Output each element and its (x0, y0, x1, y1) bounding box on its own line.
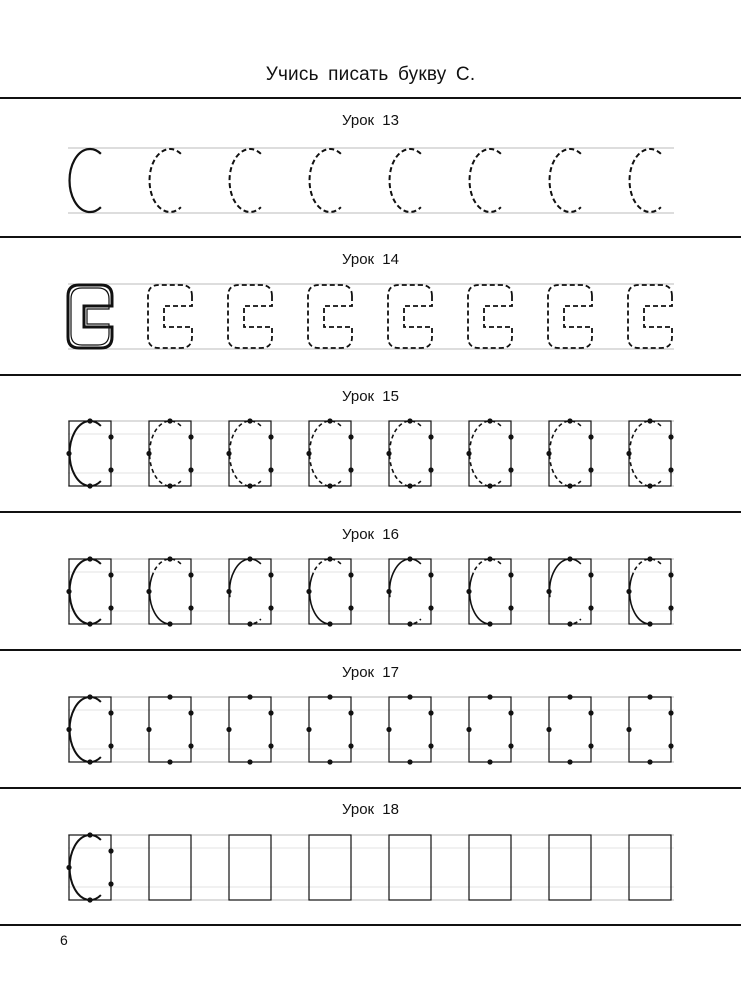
guide-dot (428, 572, 433, 577)
letter-box (149, 697, 191, 762)
lesson-14-label: Урок 14 (342, 251, 399, 268)
guide-dot (66, 865, 71, 870)
guide-dot (327, 759, 332, 764)
letter-stroke (550, 149, 581, 212)
guide-dot (487, 556, 492, 561)
guide-dot (327, 483, 332, 488)
lesson-16-label: Урок 16 (342, 526, 399, 543)
guide-dot (108, 743, 113, 748)
guide-dot (567, 621, 572, 626)
sample-letter (70, 149, 101, 212)
guide-dot (487, 694, 492, 699)
guide-dot (167, 759, 172, 764)
letter-stroke (230, 559, 261, 624)
guide-dot (66, 589, 71, 594)
lesson-15-label: Урок 15 (342, 388, 399, 405)
guide-dot (668, 434, 673, 439)
sample-letter (66, 694, 113, 764)
letter-stroke (390, 559, 421, 624)
guide-dot (647, 694, 652, 699)
guide-dot (407, 694, 412, 699)
guide-dot (588, 572, 593, 577)
practice-cell (546, 418, 593, 488)
guide-dot (108, 881, 113, 886)
sample-letter (68, 285, 112, 348)
guide-dot (407, 418, 412, 423)
practice-cell (150, 149, 181, 212)
practice-cell (146, 556, 193, 626)
guide-dot (87, 832, 92, 837)
practice-cell (466, 556, 513, 626)
practice-cell (226, 694, 273, 764)
guide-dot (108, 710, 113, 715)
letter-outline (468, 285, 512, 348)
letter-stroke (310, 559, 341, 624)
guide-dot (108, 434, 113, 439)
guide-dot (327, 621, 332, 626)
letter-stroke (70, 559, 101, 624)
practice-cell (149, 835, 191, 900)
practice-cell (310, 149, 341, 212)
letter-stroke (150, 421, 181, 486)
letter-box (309, 835, 351, 900)
guide-dot (487, 483, 492, 488)
letter-box (309, 697, 351, 762)
practice-cell (146, 418, 193, 488)
guide-dot (428, 467, 433, 472)
guide-dot (188, 710, 193, 715)
practice-cell (629, 835, 671, 900)
guide-dot (87, 556, 92, 561)
letter-box (629, 697, 671, 762)
letter-stroke (230, 421, 261, 486)
guide-dot (327, 694, 332, 699)
guide-dot (146, 451, 151, 456)
guide-dot (247, 556, 252, 561)
guide-dot (508, 467, 513, 472)
guide-dot (508, 434, 513, 439)
guide-dot (626, 727, 631, 732)
practice-cell (389, 835, 431, 900)
practice-cell (306, 418, 353, 488)
guide-dot (487, 418, 492, 423)
guide-dot (188, 467, 193, 472)
letter-outline (308, 285, 352, 348)
practice-cell (626, 694, 673, 764)
guide-dot (247, 483, 252, 488)
guide-dot (268, 743, 273, 748)
letter-stroke (390, 421, 421, 486)
page-number: 6 (60, 932, 68, 948)
guide-dot (348, 710, 353, 715)
guide-dot (567, 694, 572, 699)
guide-dot (268, 467, 273, 472)
guide-dot (567, 759, 572, 764)
letter-stroke (470, 421, 501, 486)
guide-dot (167, 418, 172, 423)
guide-dot (647, 483, 652, 488)
lesson-row (66, 694, 674, 764)
guide-dot (466, 589, 471, 594)
practice-cell (390, 149, 421, 212)
letter-box (389, 697, 431, 762)
guide-dot (167, 694, 172, 699)
guide-dot (386, 727, 391, 732)
guide-dot (66, 727, 71, 732)
guide-dot (508, 572, 513, 577)
guide-dot (466, 451, 471, 456)
letter-outline (548, 285, 592, 348)
practice-cell (466, 694, 513, 764)
practice-cell (626, 556, 673, 626)
guide-dot (428, 743, 433, 748)
practice-cell (308, 285, 352, 348)
practice-cell (226, 418, 273, 488)
guide-dot (546, 727, 551, 732)
guide-dot (327, 556, 332, 561)
practice-cell (466, 418, 513, 488)
lesson-row (66, 418, 674, 488)
guide-dot (226, 451, 231, 456)
practice-cell (306, 556, 353, 626)
letter-outline (388, 285, 432, 348)
letter-box (229, 697, 271, 762)
guide-dot (167, 621, 172, 626)
guide-dot (146, 589, 151, 594)
lesson-row (66, 556, 674, 626)
guide-dot (588, 605, 593, 610)
guide-dot (508, 743, 513, 748)
letter-box (149, 835, 191, 900)
letter-stroke (150, 149, 181, 212)
guide-dot (487, 621, 492, 626)
guide-dot (588, 434, 593, 439)
guide-dot (428, 710, 433, 715)
practice-cell (228, 285, 272, 348)
practice-cell (386, 556, 433, 626)
guide-dot (268, 572, 273, 577)
guide-dot (167, 483, 172, 488)
letter-outline (68, 285, 112, 348)
guide-dot (226, 589, 231, 594)
letter-stroke (550, 559, 581, 624)
guide-dot (247, 694, 252, 699)
guide-dot (348, 743, 353, 748)
guide-dot (466, 727, 471, 732)
letter-stroke (630, 149, 661, 212)
practice-cell (148, 285, 192, 348)
guide-dot (668, 572, 673, 577)
practice-cell (630, 149, 661, 212)
practice-cell (550, 149, 581, 212)
guide-dot (167, 556, 172, 561)
practice-cell (626, 418, 673, 488)
guide-dot (428, 605, 433, 610)
lesson-row (68, 148, 674, 213)
letter-box (389, 835, 431, 900)
guide-dot (546, 451, 551, 456)
practice-cell (548, 285, 592, 348)
guide-dot (407, 556, 412, 561)
letter-stroke (310, 149, 341, 212)
lesson-row (66, 832, 674, 902)
guide-dot (87, 418, 92, 423)
letter-stroke (630, 421, 661, 486)
guide-dot (588, 710, 593, 715)
letter-outline (628, 285, 672, 348)
guide-dot (87, 897, 92, 902)
guide-dot (647, 556, 652, 561)
guide-dot (188, 434, 193, 439)
letter-box (629, 835, 671, 900)
letter-outline (148, 285, 192, 348)
guide-dot (668, 605, 673, 610)
sample-letter (66, 556, 113, 626)
lesson-18-label: Урок 18 (342, 801, 399, 818)
practice-cell (470, 149, 501, 212)
guide-dot (567, 418, 572, 423)
guide-dot (268, 710, 273, 715)
guide-dot (567, 483, 572, 488)
guide-dot (108, 467, 113, 472)
guide-dot (87, 694, 92, 699)
guide-dot (306, 451, 311, 456)
guide-dot (546, 589, 551, 594)
guide-dot (306, 727, 311, 732)
guide-dot (668, 743, 673, 748)
guide-dot (428, 434, 433, 439)
guide-dot (348, 572, 353, 577)
letter-stroke (470, 149, 501, 212)
guide-dot (306, 589, 311, 594)
guide-dot (348, 467, 353, 472)
guide-dot (407, 483, 412, 488)
practice-cell (386, 694, 433, 764)
letter-stroke (390, 149, 421, 212)
letter-stroke (70, 835, 101, 900)
guide-dot (487, 759, 492, 764)
guide-dot (87, 621, 92, 626)
guide-dot (567, 556, 572, 561)
guide-dot (188, 743, 193, 748)
practice-cell (226, 556, 273, 626)
guide-dot (588, 467, 593, 472)
guide-dot (247, 418, 252, 423)
guide-dot (508, 605, 513, 610)
guide-dot (626, 451, 631, 456)
letter-outline (228, 285, 272, 348)
guide-dot (268, 434, 273, 439)
letter-stroke (70, 421, 101, 486)
guide-dot (108, 848, 113, 853)
guide-dot (327, 418, 332, 423)
practice-cell (309, 835, 351, 900)
letter-stroke (470, 559, 501, 624)
guide-dot (87, 483, 92, 488)
letter-outline (71, 288, 109, 345)
letter-box (469, 697, 511, 762)
lesson-17-label: Урок 17 (342, 664, 399, 681)
letter-stroke (70, 149, 101, 212)
practice-cell (306, 694, 353, 764)
guide-dot (108, 572, 113, 577)
guide-dot (407, 759, 412, 764)
guide-dot (668, 467, 673, 472)
lesson-row (68, 284, 674, 349)
guide-dot (108, 605, 113, 610)
guide-dot (247, 621, 252, 626)
guide-dot (588, 743, 593, 748)
practice-cell (229, 835, 271, 900)
letter-box (549, 697, 591, 762)
guide-dot (247, 759, 252, 764)
guide-dot (386, 451, 391, 456)
guide-dot (386, 589, 391, 594)
guide-dot (668, 710, 673, 715)
practice-cell (146, 694, 193, 764)
letter-box (229, 835, 271, 900)
practice-cell (546, 556, 593, 626)
letter-box (549, 835, 591, 900)
letter-stroke (230, 149, 261, 212)
guide-dot (268, 605, 273, 610)
practice-cell (230, 149, 261, 212)
sample-letter (66, 832, 113, 902)
guide-dot (188, 572, 193, 577)
guide-dot (66, 451, 71, 456)
practice-cell (468, 285, 512, 348)
letter-stroke (630, 559, 661, 624)
guide-dot (348, 434, 353, 439)
guide-dot (626, 589, 631, 594)
guide-dot (348, 605, 353, 610)
practice-cell (546, 694, 593, 764)
letter-box (469, 835, 511, 900)
sample-letter (66, 418, 113, 488)
practice-cell (628, 285, 672, 348)
practice-cell (469, 835, 511, 900)
guide-dot (647, 418, 652, 423)
guide-dot (87, 759, 92, 764)
letter-stroke (150, 559, 181, 624)
practice-cell (388, 285, 432, 348)
practice-cell (549, 835, 591, 900)
guide-dot (226, 727, 231, 732)
guide-dot (647, 621, 652, 626)
page-title: Учись писать букву С. (265, 64, 476, 85)
practice-cell (386, 418, 433, 488)
guide-dot (146, 727, 151, 732)
letter-stroke (550, 421, 581, 486)
guide-dot (188, 605, 193, 610)
letter-stroke (70, 697, 101, 762)
guide-dot (647, 759, 652, 764)
guide-dot (508, 710, 513, 715)
letter-stroke (310, 421, 341, 486)
lesson-13-label: Урок 13 (342, 112, 399, 129)
guide-dot (407, 621, 412, 626)
